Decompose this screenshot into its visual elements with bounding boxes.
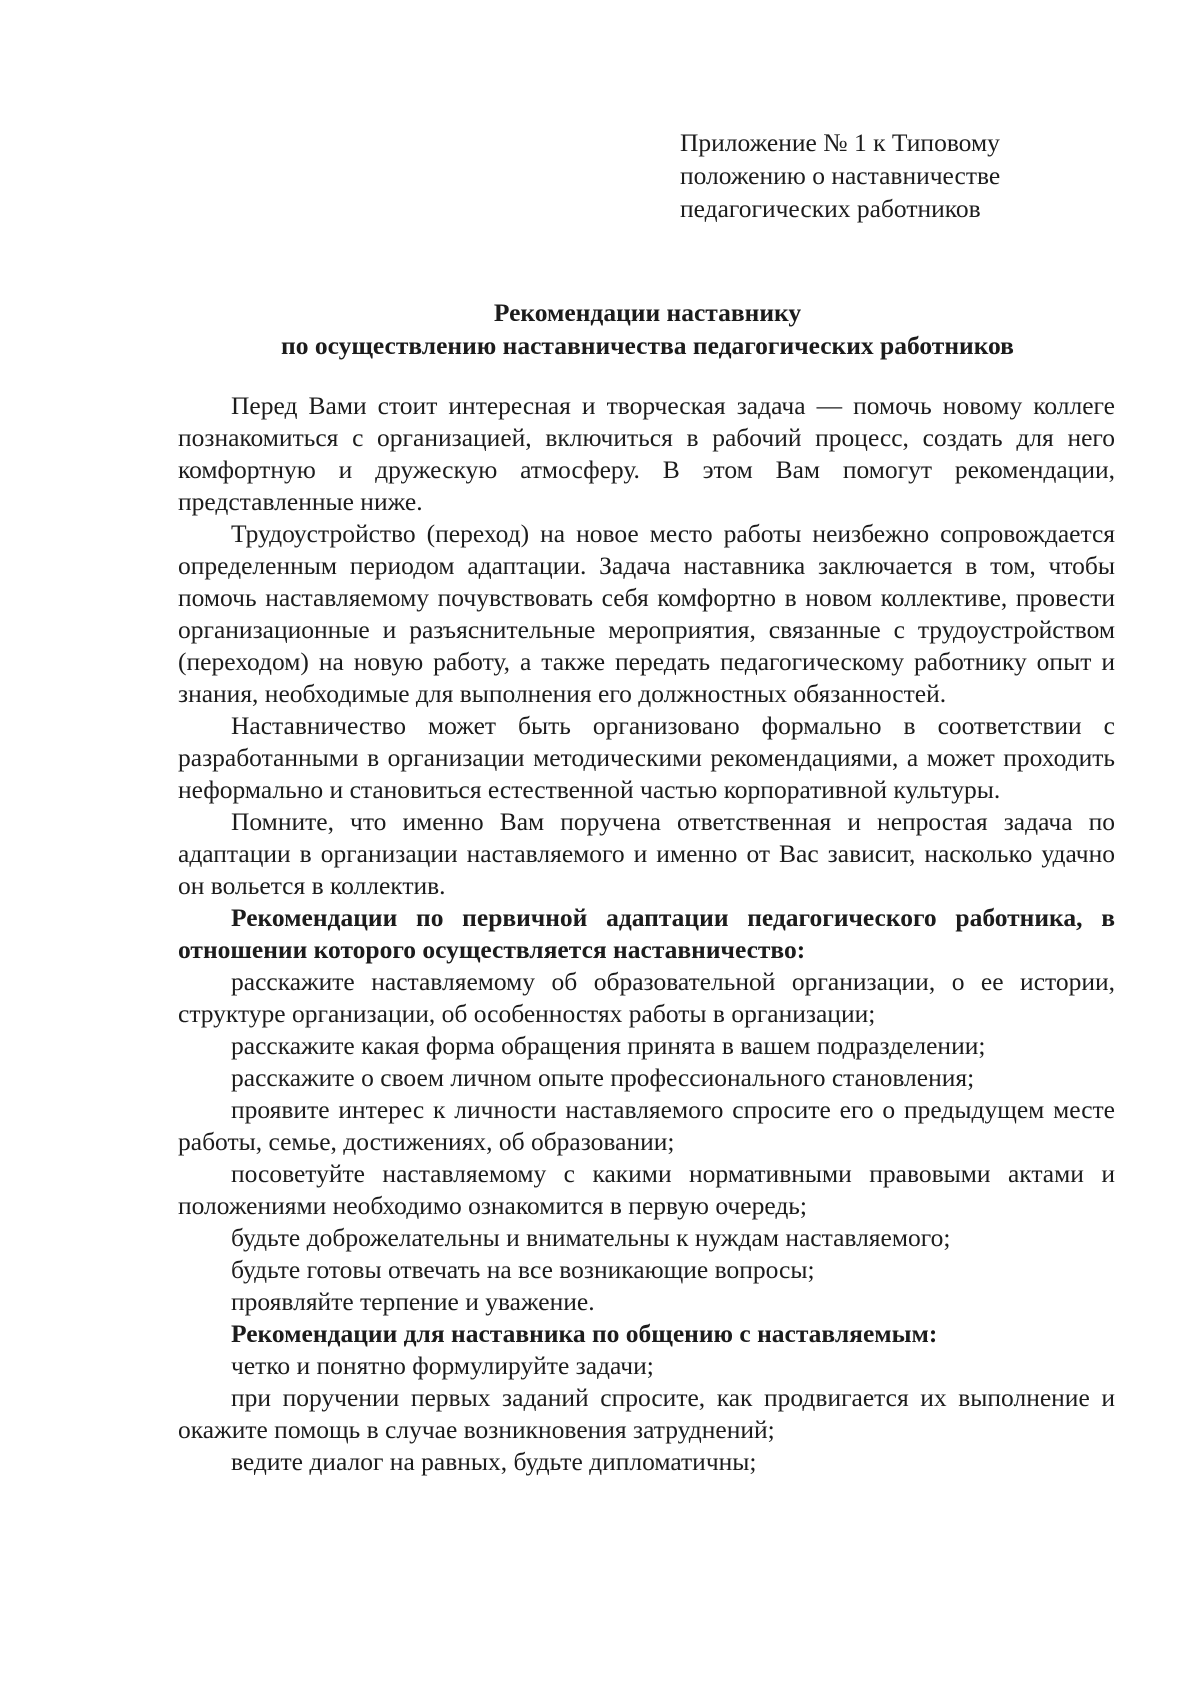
- list-item: расскажите какая форма обращения принята в вашем подразделении;: [231, 1031, 986, 1060]
- section-heading-primary-adaptation: Рекомендации по первичной адаптации педагогического работника, в отношении которого осуществляется наставничество:: [178, 903, 1115, 964]
- list-item: расскажите о своем личном опыте профессионального становления;: [231, 1063, 975, 1092]
- document-title: [150, 296, 1145, 362]
- list-item: будьте готовы отвечать на все возникающие вопросы;: [231, 1255, 815, 1284]
- list-item: проявляйте терпение и уважение.: [231, 1287, 595, 1316]
- paragraph-formal: Наставничество может быть организовано формально в соответствии с разработанными в организации методическими рекомендациями, а может проходить неформально и становиться естественной частью корпоративной культуры.: [178, 711, 1115, 804]
- list-item: посоветуйте наставляемому с какими нормативными правовыми актами и положениями необходимо ознакомится в первую очередь;: [178, 1159, 1115, 1220]
- list-item: расскажите наставляемому об образовательной организации, о ее истории, структуре организации, об особенностях работы в организации;: [178, 967, 1115, 1028]
- document-body: [178, 390, 1115, 1478]
- title-line-1: Рекомендации наставнику: [493, 298, 802, 327]
- list-item: ведите диалог на равных, будьте дипломатичны;: [231, 1447, 757, 1476]
- title-line-2: по осуществлению наставничества педагогических работников: [281, 331, 1014, 360]
- paragraph-intro: Перед Вами стоит интересная и творческая задача — помочь новому коллеге познакомиться с организацией, включиться в рабочий процесс, создать для него комфортную и дружескую атмосферу. В этом Вам помогут рекомендации, представленные ниже.: [178, 391, 1115, 516]
- section-heading-communication: Рекомендации для наставника по общению с наставляемым:: [231, 1319, 938, 1348]
- list-item: при поручении первых заданий спросите, как продвигается их выполнение и окажите помощь в случае возникновения затруднений;: [178, 1383, 1115, 1444]
- paragraph-remember: Помните, что именно Вам поручена ответственная и непростая задача по адаптации в организации наставляемого и именно от Вас зависит, насколько удачно он вольется в коллектив.: [178, 807, 1115, 900]
- appendix-line: педагогических работников: [680, 194, 981, 223]
- appendix-line: Приложение № 1 к Типовому: [680, 128, 1000, 157]
- list-item: проявите интерес к личности наставляемого спросите его о предыдущем месте работы, семье, достижениях, об образовании;: [178, 1095, 1115, 1156]
- appendix-note: [680, 126, 1120, 225]
- appendix-line: положению о наставничестве: [680, 161, 1001, 190]
- paragraph-adaptation: Трудоустройство (переход) на новое место работы неизбежно сопровождается определенным периодом адаптации. Задача наставника заключается в том, чтобы помочь наставляемому почувствовать себя комфортно в новом коллективе, провести организационные и разъяснительные мероприятия, связанные с трудоустройством (переходом) на новую работу, а также передать педагогическому работнику опыт и знания, необходимые для выполнения его должностных обязанностей.: [178, 519, 1115, 708]
- list-item: четко и понятно формулируйте задачи;: [231, 1351, 654, 1380]
- list-item: будьте доброжелательны и внимательны к нуждам наставляемого;: [231, 1223, 951, 1252]
